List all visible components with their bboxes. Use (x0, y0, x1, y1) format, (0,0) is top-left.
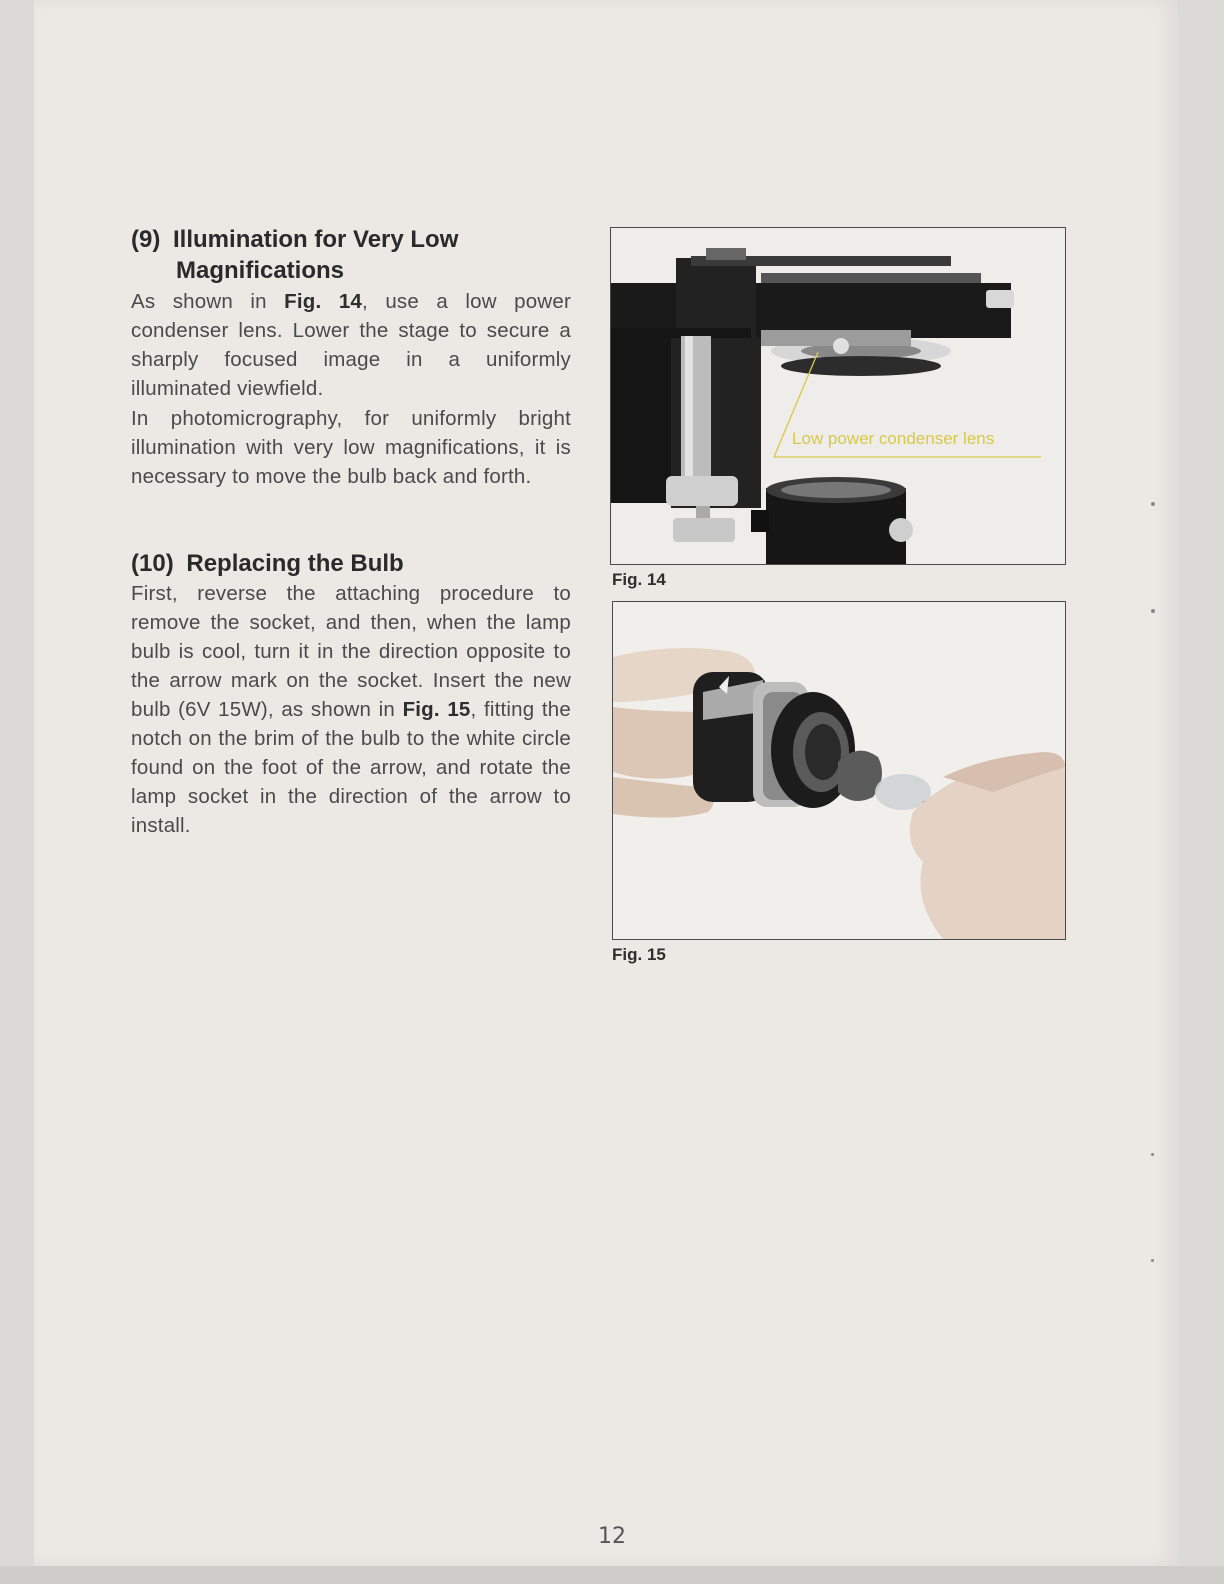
margin-speck (1151, 1153, 1154, 1156)
fig-14-reference: Fig. 14 (284, 290, 363, 313)
section-9-para2-text: In photomicrography, for uniformly bright illumination with very low magnifications, it is necessary to move the bulb back and forth. (131, 407, 571, 488)
section-10-paragraph (131, 579, 571, 840)
section-10-number: (10) (131, 550, 174, 577)
section-9-para1-text: As shown in (131, 290, 285, 313)
section-9-title-line1: Illumination for Very Low (173, 226, 459, 253)
section-10-para-text-cont: , fitting the notch on the brim of the bulb to the white circle found on the foot of the arrow, and rotate the lamp socket in the direction of the arrow to install. (131, 698, 571, 837)
section-10-title: Replacing the Bulb (186, 550, 404, 577)
fig-14-callout-label: Low power condenser lens (792, 429, 995, 448)
margin-speck (1151, 609, 1155, 613)
section-10-para-text: First, reverse the attaching procedure to remove the socket, and then, when the lamp bulb is cool, turn it in the direction opposite to the arrow mark on the socket. Insert the new bulb (6V 15W), as shown in (131, 582, 571, 721)
page-bottom-edge (0, 1566, 1224, 1584)
fig-15-photo (612, 601, 1066, 940)
section-10-heading (131, 548, 571, 579)
fig-15-reference: Fig. 15 (402, 698, 471, 721)
section-9-title-line2: Magnifications (176, 257, 345, 284)
section-9-number: (9) (131, 226, 161, 253)
margin-speck (1151, 1259, 1154, 1262)
microscope-stage-illustration (611, 228, 1065, 564)
bulb-replacement-illustration (613, 602, 1065, 939)
fig-14-caption: Fig. 14 (612, 570, 666, 589)
section-9-para1-text-cont: , use a low power condenser lens. Lower the stage to secure a sharply focused image in a uniformly illuminated viewfield. (131, 290, 572, 400)
fig-14-photo (610, 227, 1066, 565)
section-9-paragraph-2 (131, 404, 571, 491)
margin-speck (1151, 502, 1155, 506)
page-number: 12 (598, 1524, 626, 1549)
fig-15-caption: Fig. 15 (612, 945, 666, 964)
section-9-heading (131, 224, 571, 255)
section-9-heading-line2 (176, 255, 344, 286)
section-9-paragraph-1 (131, 287, 571, 403)
